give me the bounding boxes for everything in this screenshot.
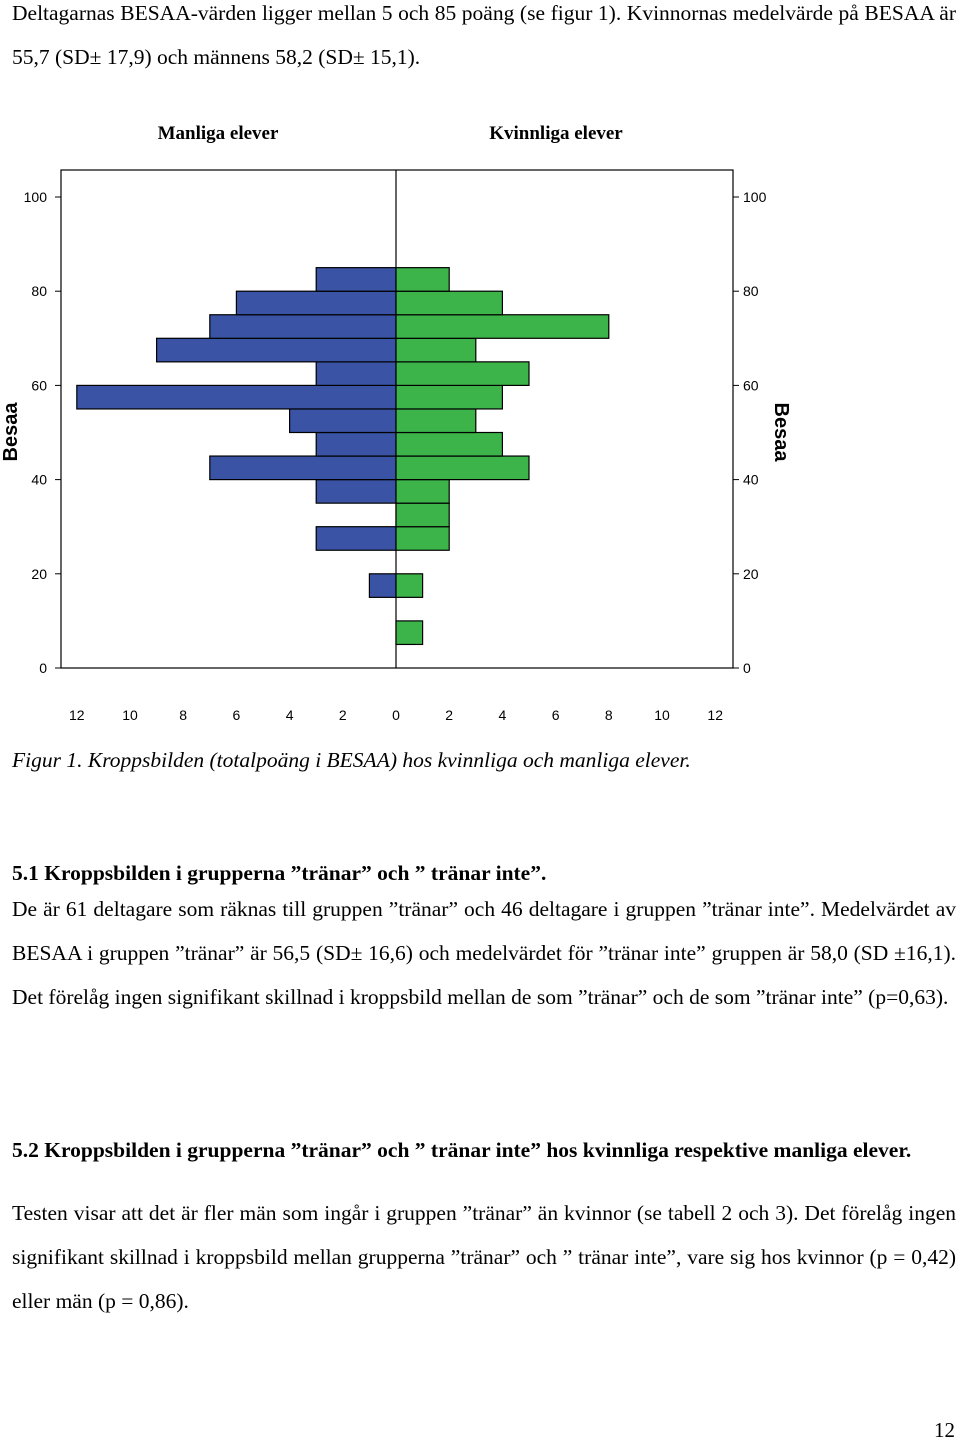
y-tick-label-right: 20 <box>743 565 759 582</box>
bar-female <box>396 268 449 292</box>
bar-male <box>210 456 396 480</box>
x-tick-label: 12 <box>69 707 85 723</box>
x-tick-label: 8 <box>604 707 613 723</box>
pyramid-chart <box>0 110 800 730</box>
x-tick-label: 12 <box>707 707 723 723</box>
y-tick-label-right: 80 <box>743 283 759 300</box>
bar-female <box>396 503 449 527</box>
bar-female <box>396 433 502 457</box>
y-tick-label-left: 40 <box>31 471 47 488</box>
section-5-2-body: Testen visar att det är fler män som ingår i gruppen ”tränar” än kvinnor (se tabell 2 och 3). Det förelåg ingen signifikant skillnad i kroppsbild mellan grupperna ”tränar” och ” tränar inte”, vare sig hos kvinnor (p = 0,42) eller män (p = 0,86). <box>12 1201 956 1313</box>
bar-male <box>236 291 396 315</box>
section-5-2-heading: 5.2 Kroppsbilden i grupperna ”tränar” och ” tränar inte” hos kvinnliga respektive manliga elever. <box>12 1138 912 1162</box>
panel-title-female: Kvinnliga elever <box>489 123 623 144</box>
x-tick-label: 2 <box>338 707 347 723</box>
bar-male <box>369 574 396 598</box>
x-tick-label: 0 <box>392 707 400 723</box>
x-tick-label: 4 <box>285 707 294 723</box>
bar-male <box>316 527 396 551</box>
bar-male <box>316 268 396 292</box>
x-tick-label: 4 <box>498 707 507 723</box>
y-tick-label-left: 60 <box>31 377 47 394</box>
intro-paragraph: Deltagarnas BESAA-värden ligger mellan 5 och 85 poäng (se figur 1). Kvinnornas medelvärde på BESAA är 55,7 (SD± 17,9) och männens 58,2 (SD± 15,1). <box>12 1 956 69</box>
bar-male <box>316 480 396 504</box>
y-axis-label-right: Besaa <box>770 402 792 462</box>
x-tick-label: 2 <box>445 707 454 723</box>
y-tick-label-right: 40 <box>743 471 759 488</box>
section-5-1-heading: 5.1 Kroppsbilden i grupperna ”tränar” och ” tränar inte”. <box>12 861 547 885</box>
bar-female <box>396 315 609 339</box>
bar-male <box>157 338 396 362</box>
page-number: 12 <box>934 1418 955 1442</box>
x-tick-label: 6 <box>551 707 560 723</box>
bar-female <box>396 409 476 433</box>
bar-male <box>316 433 396 457</box>
x-tick-label: 8 <box>179 707 188 723</box>
y-tick-label-right: 60 <box>743 377 759 394</box>
bar-female <box>396 385 502 409</box>
bar-female <box>396 480 449 504</box>
x-tick-label: 6 <box>232 707 241 723</box>
y-tick-label-right: 0 <box>743 660 751 676</box>
y-tick-label-left: 80 <box>31 283 47 300</box>
bar-male <box>77 385 396 409</box>
bar-male <box>210 315 396 339</box>
bar-male <box>290 409 396 433</box>
bar-female <box>396 338 476 362</box>
y-tick-label-left: 100 <box>23 189 47 205</box>
bar-female <box>396 456 529 480</box>
section-5-1-body: De är 61 deltagare som räknas till gruppen ”tränar” och 46 deltagare i gruppen ”tränar inte”. Medelvärdet av BESAA i gruppen ”tränar” är 56,5 (SD± 16,6) och medelvärdet för ”tränar inte” gruppen är 58,0 (SD ±16,1). Det förelåg ingen signifikant skillnad i kroppsbild mellan de som ”tränar” och de som ”tränar inte” (p=0,63). <box>12 897 956 1009</box>
bar-female <box>396 362 529 386</box>
x-tick-label: 10 <box>654 707 670 723</box>
y-tick-label-left: 0 <box>39 660 47 676</box>
bar-female <box>396 621 423 645</box>
y-tick-label-right: 100 <box>743 189 767 205</box>
bar-male <box>316 362 396 386</box>
x-tick-label: 10 <box>122 707 138 723</box>
bar-female <box>396 291 502 315</box>
y-tick-label-left: 20 <box>31 565 47 582</box>
bar-female <box>396 527 449 551</box>
panel-title-male: Manliga elever <box>157 123 279 144</box>
y-axis-label-left: Besaa <box>0 402 22 462</box>
bar-female <box>396 574 423 598</box>
figure-caption: Figur 1. Kroppsbilden (totalpoäng i BESAA) hos kvinnliga och manliga elever. <box>12 748 691 772</box>
